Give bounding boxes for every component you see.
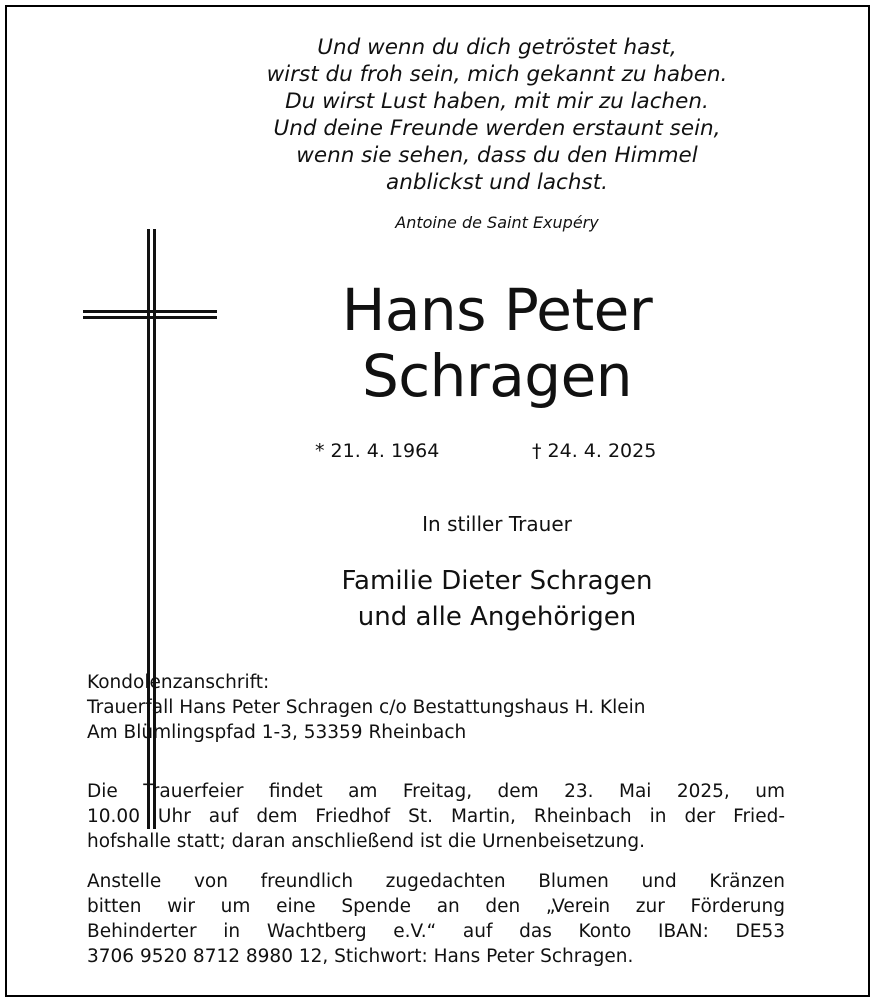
quote-line: Und wenn du dich getröstet hast, (317, 35, 677, 60)
funeral-line: Die Trauerfeier findet am Freitag, dem 23. Mai 2025, um (87, 781, 785, 802)
donation-line: Anstelle von freundlich zugedachten Blumen und Kränzen (87, 871, 785, 892)
donation-line: 3706 9520 8712 8980 12, Stichwort: Hans Peter Schragen. (87, 946, 634, 967)
birth-date: * 21. 4. 1964 (315, 440, 440, 462)
quote-line: wenn sie sehen, dass du den Himmel (296, 143, 698, 168)
condolence-line: Trauerfall Hans Peter Schragen c/o Bestattungshaus H. Klein (87, 697, 646, 718)
mourners-line: Familie Dieter Schragen (341, 566, 653, 596)
quote-author: Antoine de Saint Exupéry (395, 213, 599, 232)
mourning-phrase: In stiller Trauer (422, 512, 572, 536)
mourners (237, 563, 757, 635)
deceased-first-names: Hans Peter (341, 276, 653, 344)
funeral-line: hofshalle statt; daran anschließend ist die Urnenbeisetzung. (87, 831, 645, 852)
funeral-info (87, 779, 785, 854)
quote-line: wirst du froh sein, mich gekannt zu haben. (266, 62, 728, 87)
condolence-address (87, 670, 787, 745)
donation-line: bitten wir um eine Spende an den „Verein zur Förderung (87, 896, 785, 917)
obituary-notice (5, 5, 870, 997)
death-date: † 24. 4. 2025 (532, 440, 657, 462)
condolence-label: Kondolenzanschrift: (87, 672, 270, 693)
deceased-name (237, 277, 757, 409)
funeral-line: 10.00 Uhr auf dem Friedhof St. Martin, Rheinbach in der Fried- (87, 806, 785, 827)
quote-line: Du wirst Lust haben, mit mir zu lachen. (285, 89, 709, 114)
deceased-surname: Schragen (361, 342, 633, 410)
donation-line: Behinderter in Wachtberg e.V.“ auf das Konto IBAN: DE53 (87, 921, 785, 942)
quote-line: Und deine Freunde werden erstaunt sein, (273, 116, 721, 141)
quote (237, 34, 757, 196)
condolence-line: Am Blümlingspfad 1-3, 53359 Rheinbach (87, 722, 467, 743)
mourners-line: und alle Angehörigen (357, 602, 637, 632)
quote-line: anblickst und lachst. (386, 170, 608, 195)
donation-info (87, 869, 785, 969)
